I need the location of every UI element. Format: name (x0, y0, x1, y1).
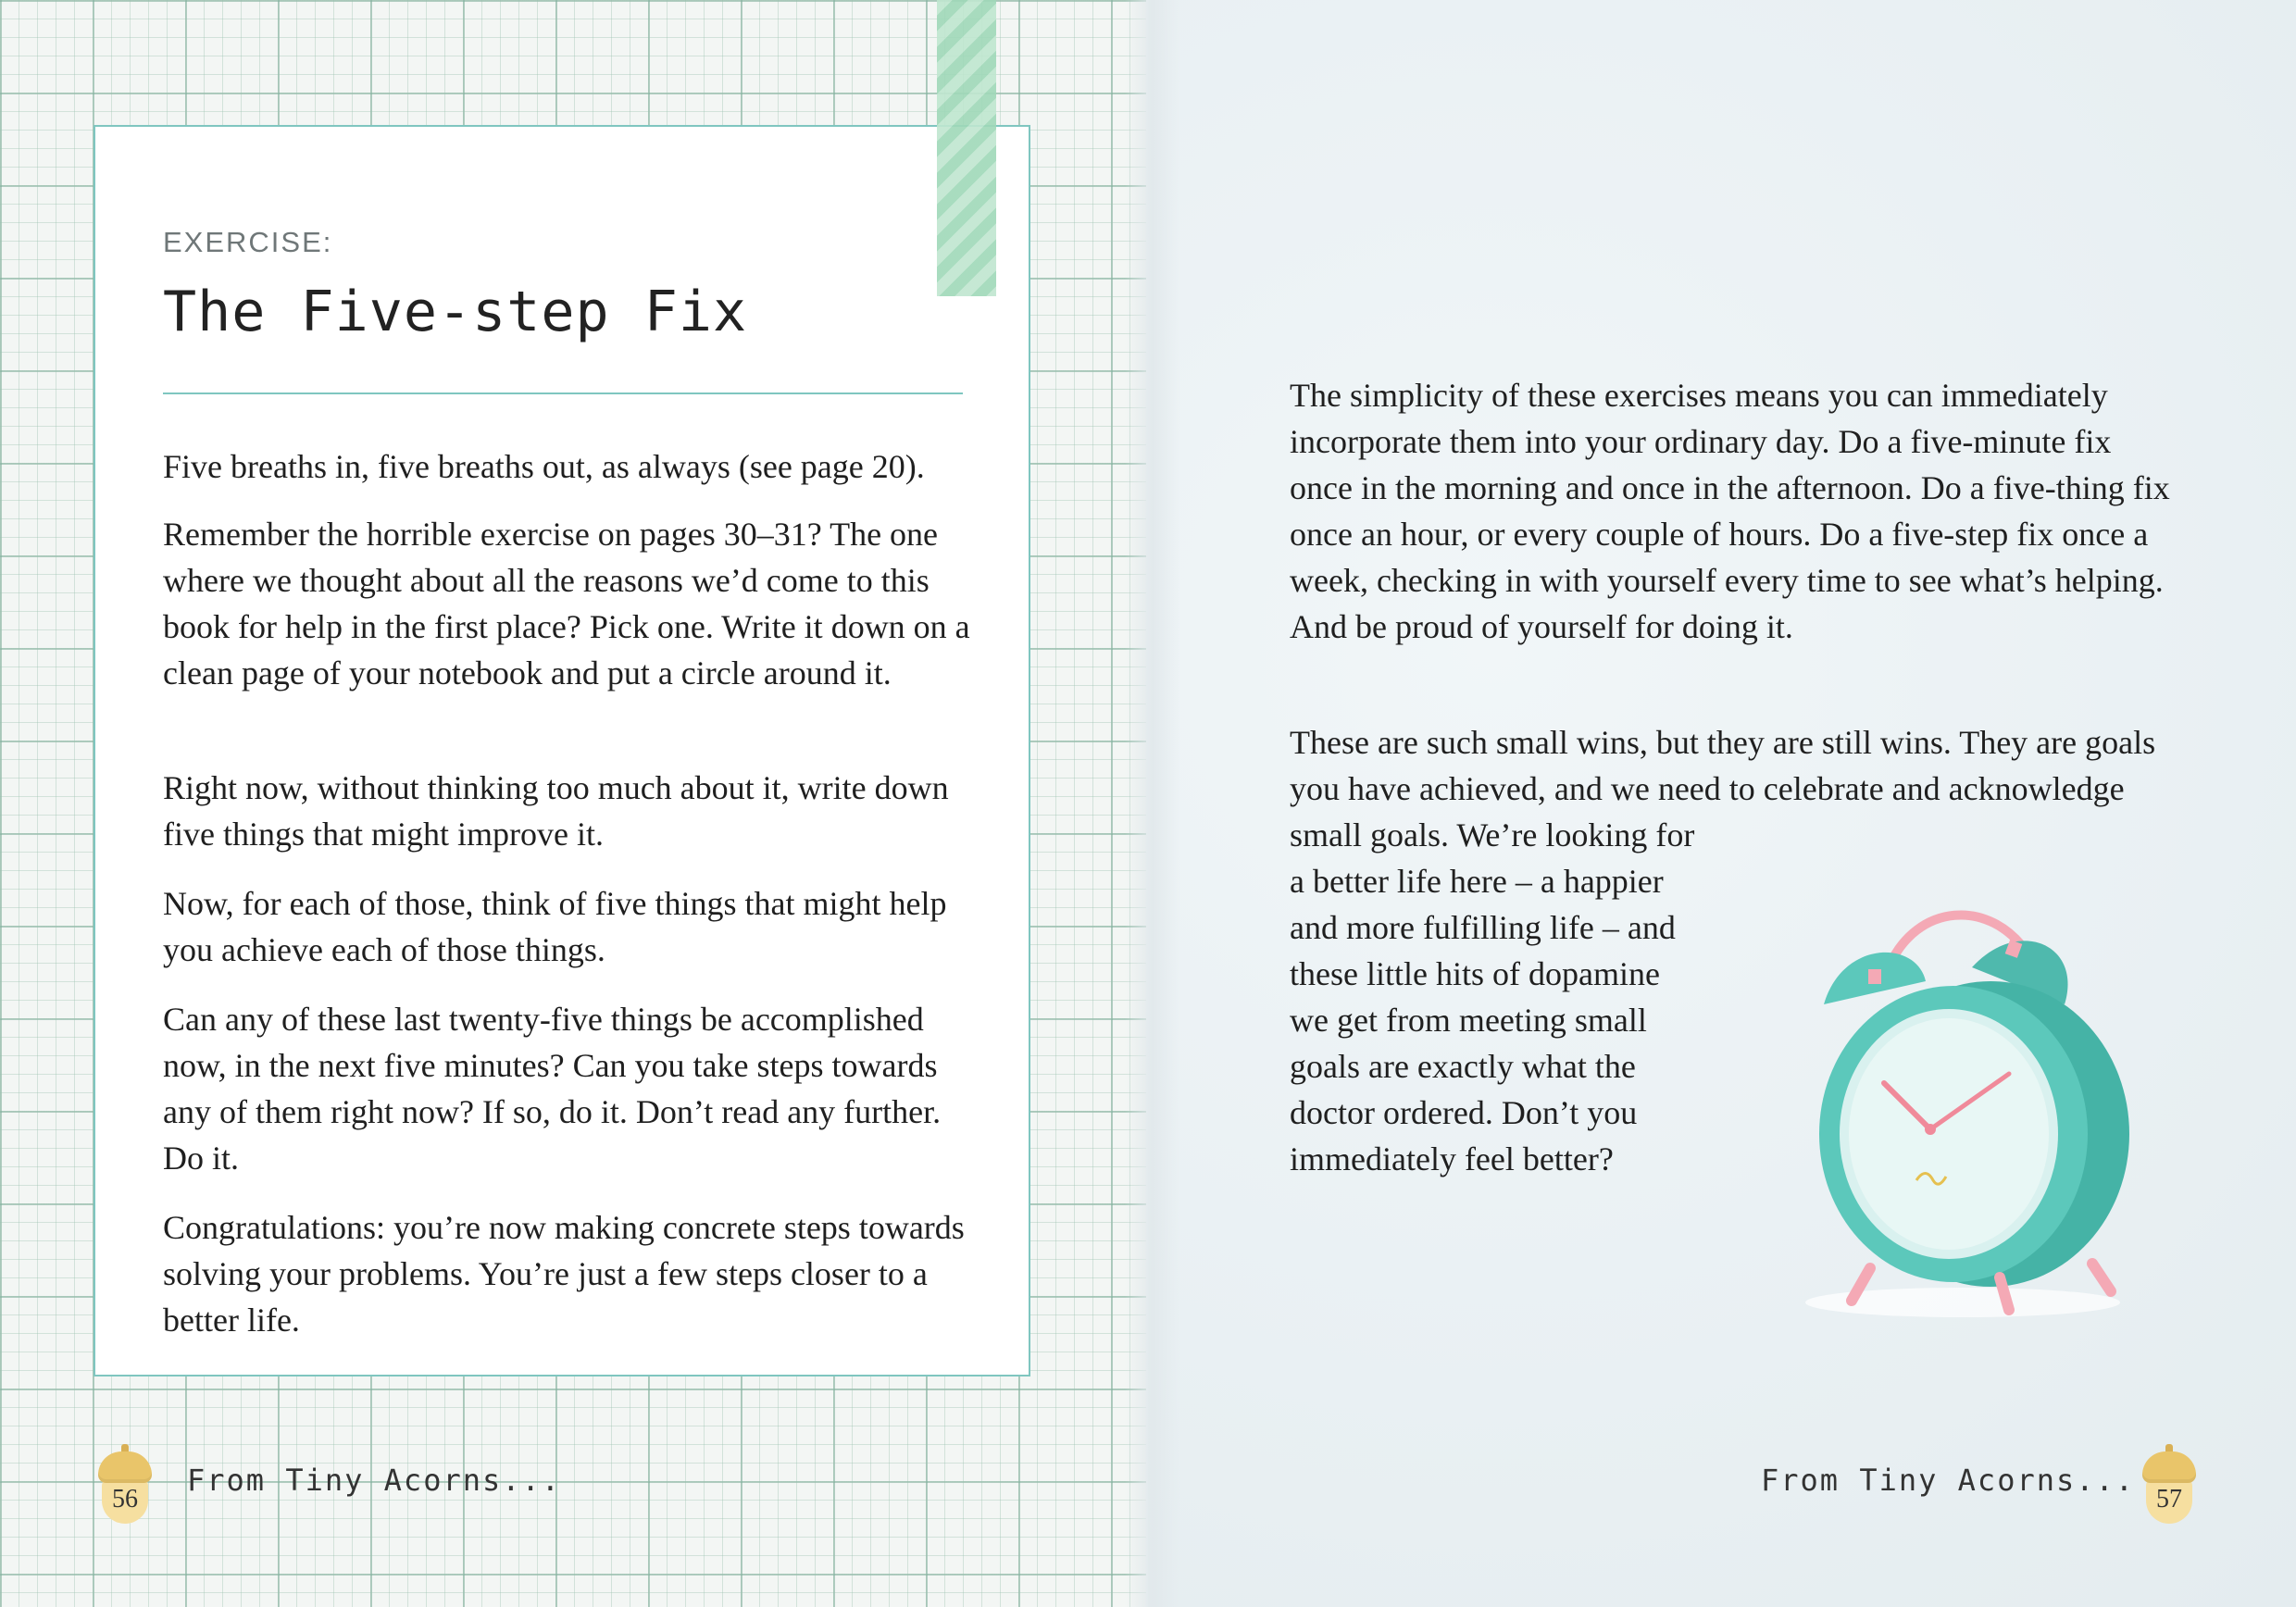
right-page-number-badge (2137, 1444, 2202, 1527)
alarm-clock-icon (1787, 903, 2157, 1328)
left-paragraph-3: Right now, without thinking too much about it, write down five things that might improve it. (163, 769, 949, 853)
right-paragraph-2: These are such small wins, but they are still wins. They are goals you have achieved, and we need to celebrate and acknowledge small goals. We’re looking for a better life here – a happier and more fulfilling life – and these little hits of dopamine we get from meeting small goals are exactly what the doctor ordered. Don’t you immediately feel better? (1290, 724, 2156, 1177)
left-paragraph-1: Five breaths in, five breaths out, as always (see page 20). (163, 448, 925, 485)
left-running-title: From Tiny Acorns... (187, 1463, 562, 1498)
left-paragraph-6: Congratulations: you’re now making concrete steps towards solving your problems. You’re just a few steps closer to a better life. (163, 1209, 965, 1339)
acorn-cap (2142, 1451, 2196, 1483)
left-paragraph-5: Can any of these last twenty-five things be accomplished now, in the next five minutes? Can you take steps towards any of them right now? If so, do it. Don’t read any further. Do it. (163, 1001, 942, 1177)
acorn-cap (98, 1451, 152, 1483)
left-paragraph-2: Remember the horrible exercise on pages 30–31? The one where we thought about all the reasons we’d come to this book for help in the first place? Pick one. Write it down on a clean page of your notebook and put a circle around it. (163, 516, 970, 691)
exercise-label: EXERCISE: (163, 226, 333, 258)
left-page-number-badge (93, 1444, 157, 1527)
right-running-title: From Tiny Acorns... (1761, 1463, 2136, 1498)
alarm-clock-illustration (1787, 903, 2157, 1328)
title-divider (163, 392, 963, 394)
book-gutter (1125, 0, 1180, 1607)
washi-tape-decoration (937, 0, 996, 296)
left-page-number: 56 (112, 1485, 138, 1514)
exercise-title: The Five-step Fix (163, 280, 748, 344)
right-paragraph-1: The simplicity of these exercises means you can immediately incorporate them into your ordinary day. Do a five-minute fix once in the morning and once in the afternoon. Do a five-thing fix once an hour, or every couple of hours. Do a five-step fix once a week, checking in with yourself every time to see what’s helping. And be proud of yourself for doing it. (1290, 377, 2170, 645)
right-page-number: 57 (2156, 1485, 2182, 1514)
left-paragraph-4: Now, for each of those, think of five things that might help you achieve each of those things. (163, 885, 947, 968)
